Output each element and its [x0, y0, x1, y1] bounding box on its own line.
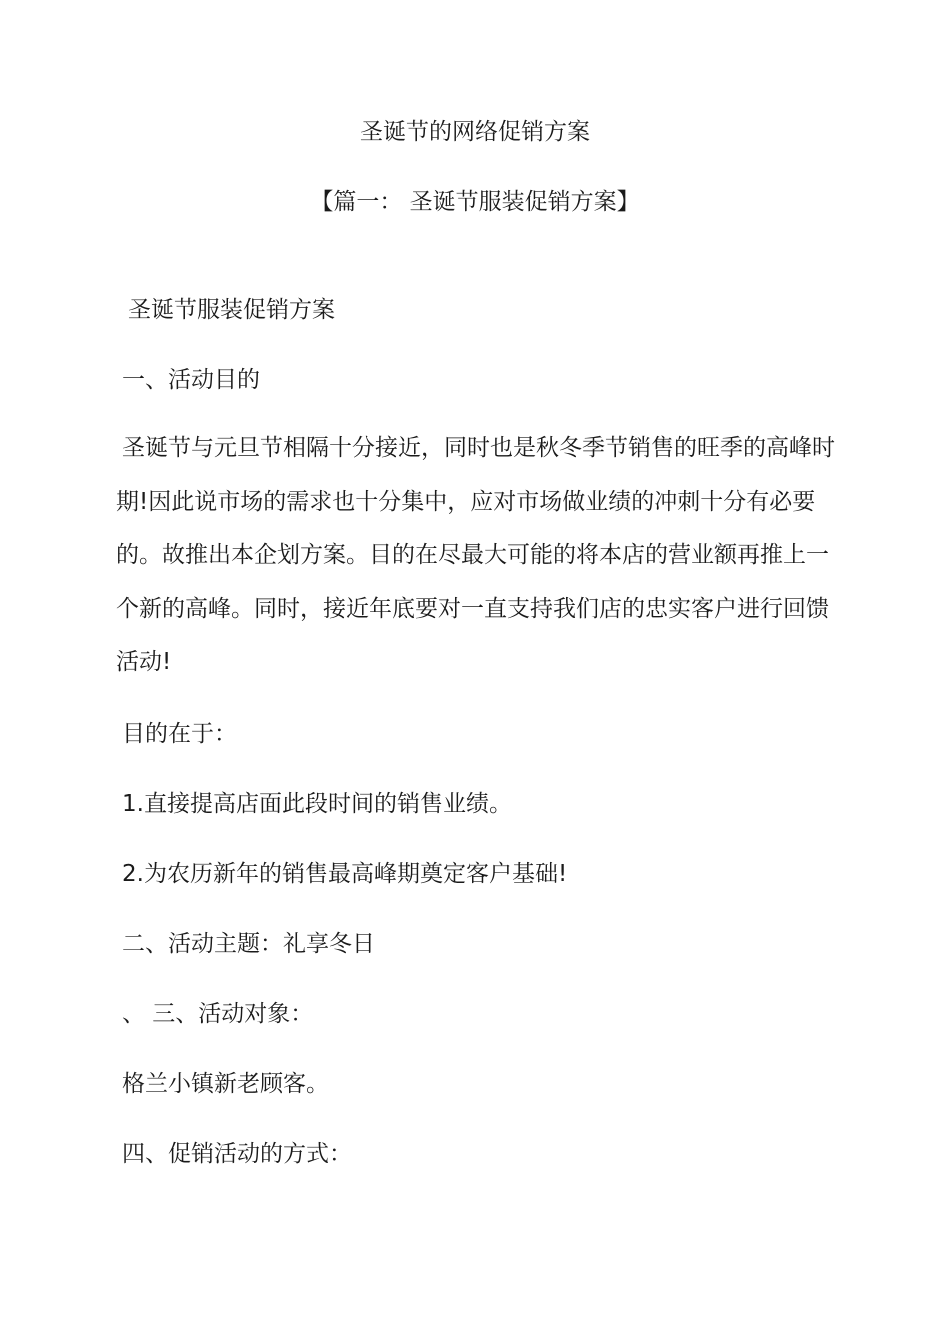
- section1-paragraph: 圣诞节与元旦节相隔十分接近，同时也是秋冬季节销售的旺季的高峰时期!因此说市场的需求也十分集中，应对市场做业绩的冲刺十分有必要的。故推出本企划方案。目的在尽最大可能的将本店的营业额再推上一个新的高峰。同时，接近年底要对一直支持我们店的忠实客户进行回馈活动!: [116, 435, 835, 675]
- section1-heading: 一、活动目的: [122, 367, 260, 393]
- purpose-label: 目的在于：: [122, 721, 237, 747]
- document-subtitle: 【篇一： 圣诞节服装促销方案】: [310, 189, 640, 215]
- section2-heading: 二、活动主题：礼享冬日: [122, 931, 375, 957]
- section3-heading: 、 三、活动对象：: [122, 1001, 314, 1027]
- document-title: 圣诞节的网络促销方案: [360, 119, 590, 145]
- section4-heading: 四、促销活动的方式：: [122, 1141, 352, 1167]
- purpose-item-2: 2.为农历新年的销售最高峰期奠定客户基础!: [122, 861, 568, 887]
- section-heading: 圣诞节服装促销方案: [128, 297, 335, 323]
- section3-text: 格兰小镇新老顾客。: [122, 1071, 329, 1097]
- purpose-item-1: 1.直接提高店面此段时间的销售业绩。: [122, 791, 512, 817]
